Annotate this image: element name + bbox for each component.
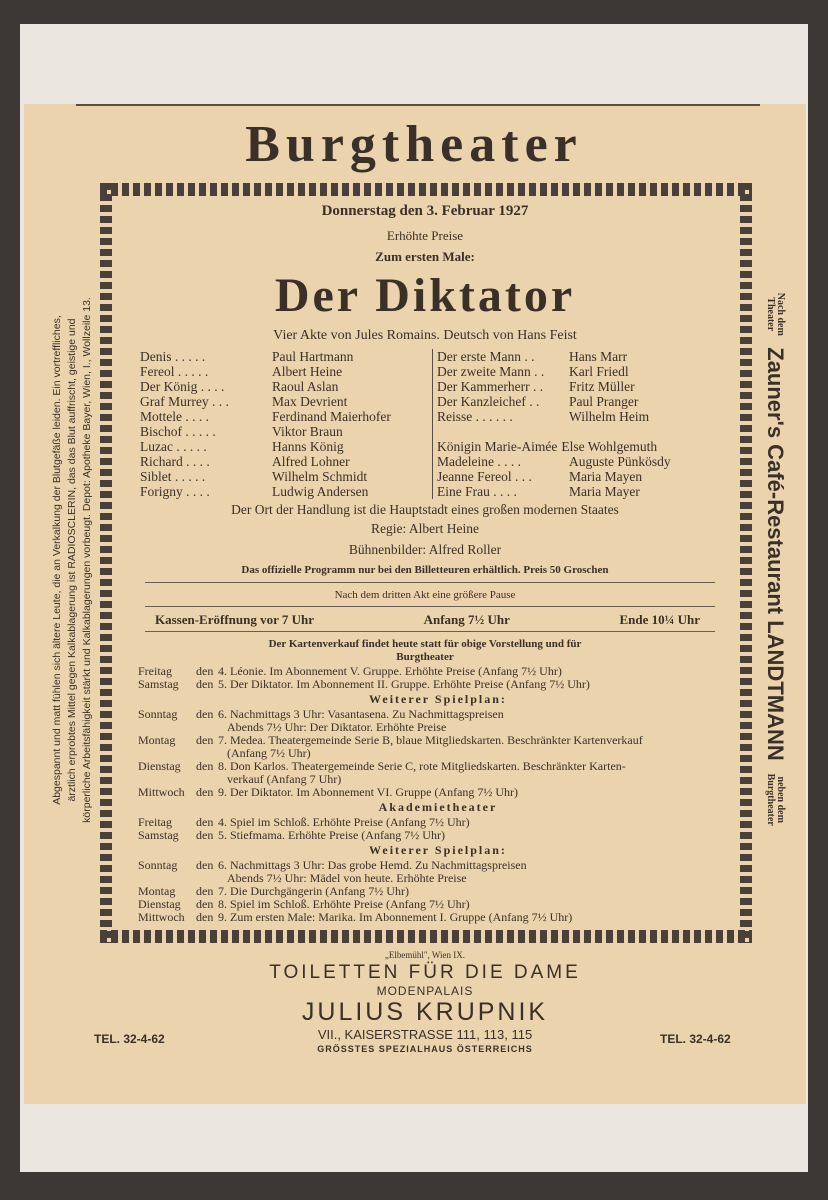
cast-row: Madeleine . . . . Auguste Pünkösdy: [437, 454, 671, 469]
cast-list-left: [140, 349, 425, 499]
performance-date: Donnerstag den 3. Februar 1927: [321, 203, 529, 219]
ad-subline: MODENPALAIS: [376, 984, 474, 998]
printer-imprint: „Elbemühl", Wien IX.: [384, 950, 466, 960]
program-note: Das offizielle Programm nur bei den Billetteuren erhältlich. Preis 50 Groschen: [241, 564, 609, 576]
play-title: Der Diktator: [274, 269, 576, 322]
cast-row: Luzac . . . . . Hanns König: [140, 439, 344, 454]
further-schedule-heading: Weiterer Spielplan:: [369, 692, 507, 706]
cast-row: Fereol . . . . . Albert Heine: [140, 364, 343, 379]
ad-phone-right: TEL. 32-4-62: [660, 1032, 731, 1046]
cast-row: Eine Frau . . . . Maria Mayer: [437, 484, 640, 499]
burgtheater-heading: Burgtheater: [396, 651, 454, 663]
setting-note: Der Ort der Handlung ist die Hauptstadt eines großen modernen Staates: [231, 502, 619, 517]
border-left: [100, 183, 112, 943]
play-authors: Vier Akte von Jules Romains. Deutsch von Hans Feist: [273, 328, 577, 343]
prices-note: Erhöhte Preise: [386, 228, 464, 243]
ad-headline: TOILETTEN FÜR DIE DAME: [269, 962, 581, 983]
cast-row: Der Kammerherr . . Fritz Müller: [437, 379, 635, 394]
schedule-row: Dienstag den 8. Don Karlos. Theatergemeinde Serie C, rote Mitgliedskarten. Beschränkter Karten- verkauf (Anfang 7 Uhr): [138, 759, 626, 786]
ad-slogan: GRÖSSTES SPEZIALHAUS ÖSTERREICHS: [317, 1044, 533, 1054]
cast-row: Der erste Mann . . Hans Marr: [437, 349, 628, 364]
ticket-sale-note: [120, 638, 730, 664]
side-ad-main: Zauner's Café-Restaurant LANDTMANN: [763, 347, 788, 761]
cast-row: Königin Marie-Aimée Else Wohlgemuth: [437, 439, 658, 454]
schedule-row: Mittwoch den 9. Zum ersten Male: Marika. Im Abonnement I. Gruppe (Anfang 7½ Uhr): [138, 910, 573, 924]
schedule-row: Montag den 7. Medea. Theatergemeinde Serie B, blaue Mitgliedskarten. Beschränkter Kartenverkauf (Anfang 7½ Uhr): [138, 733, 643, 760]
cast-row: Reisse . . . . . . Wilhelm Heim: [437, 409, 650, 424]
ticket-sale-text: Der Kartenverkauf findet heute statt für obige Vorstellung und für: [268, 638, 582, 650]
director-credit: Regie: Albert Heine: [371, 521, 479, 536]
cast-row: Richard . . . . Alfred Lohner: [140, 454, 350, 469]
premiere-note: Zum ersten Male:: [375, 249, 475, 264]
schedule-row: Montag den 7. Die Durchgängerin (Anfang 7½ Uhr): [138, 884, 409, 898]
schedule-row: Freitag den 4. Léonie. Im Abonnement V. Gruppe. Erhöhte Preise (Anfang 7½ Uhr): [138, 664, 562, 678]
cast-row: Denis . . . . . Paul Hartmann: [140, 349, 354, 364]
ad-phone-left: TEL. 32-4-62: [94, 1032, 165, 1046]
cast-row: Graf Murrey . . . Max Devrient: [140, 394, 348, 409]
ad-address: VII., KAISERSTRASSE 111, 113, 115: [317, 1027, 533, 1042]
cast-row: Bischof . . . . . Viktor Braun: [140, 424, 343, 439]
schedule-row: Samstag den 5. Der Diktator. Im Abonnement II. Gruppe. Erhöhte Preise (Anfang 7½ Uhr): [138, 677, 590, 691]
cast-row: Jeanne Fereol . . . Maria Mayen: [437, 469, 643, 484]
cast-row: Mottele . . . . Ferdinand Maierhofer: [140, 409, 391, 424]
ad-company: JULIUS KRUPNIK: [301, 998, 549, 1026]
theater-title: Burgtheater: [245, 116, 583, 173]
border-top: [100, 183, 752, 196]
divider: [145, 606, 715, 607]
schedule-row: Dienstag den 8. Spiel im Schloß. Erhöhte Preise (Anfang 7½ Uhr): [138, 897, 470, 911]
end-time: Ende 10¼ Uhr: [619, 612, 700, 627]
side-ad-landtmann: [750, 210, 800, 910]
schedule-row: Mittwoch den 9. Der Diktator. Im Abonnement VI. Gruppe (Anfang 7½ Uhr): [138, 785, 519, 799]
intermission-note: Nach dem dritten Akt eine größere Pause: [334, 589, 516, 601]
start-time: Anfang 7½ Uhr: [423, 612, 510, 627]
side-ad-pre: Nach dem Theater: [765, 292, 786, 336]
schedule-row: Samstag den 5. Stiefmama. Erhöhte Preise (Anfang 7½ Uhr): [138, 828, 445, 842]
border-bottom: [100, 930, 752, 943]
cast-list-right: [432, 349, 727, 499]
side-ad-post: neben dem Burgtheater: [765, 773, 786, 826]
schedule-row: Freitag den 4. Spiel im Schloß. Erhöhte Preise (Anfang 7½ Uhr): [138, 815, 470, 829]
box-office-opening: Kassen-Eröffnung vor 7 Uhr: [155, 612, 315, 627]
side-ad-line: ärztlich erprobtes Mittel gegen Kalkablagerung ist RADIOSCLERIN, das das Blut auffrischt, geistige und: [66, 318, 78, 802]
times-row: [155, 612, 700, 628]
divider: [145, 631, 715, 632]
cast-row: Der zweite Mann . . Karl Friedl: [437, 364, 629, 379]
akademietheater-heading: Akademietheater: [378, 800, 498, 814]
cast-row: Siblet . . . . . Wilhelm Schmidt: [140, 469, 368, 484]
schedule-row: Sonntag den 6. Nachmittags 3 Uhr: Das grobe Hemd. Zu Nachmittagspreisen Abends 7½ Uhr: Mädel von heute. Erhöhte Preise: [138, 858, 527, 885]
side-ad-line: Abgespannt und matt fühlen sich ältere Leute, die an Verkalkung der Blutgefäße leiden. Ein vortreffliches,: [51, 315, 63, 805]
further-schedule-heading: Weiterer Spielplan:: [369, 843, 507, 857]
side-ad-line: körperliche Arbeitsfähigkeit stärkt und Kalkablagerungen vorbeugt. Depot: Apotheke Bayer, Wien, I., Wollzeile 13.: [81, 297, 93, 823]
side-ad-radiosclerin: [50, 180, 100, 940]
divider: [145, 582, 715, 583]
top-rule: [76, 104, 760, 106]
cast-gap: [437, 424, 727, 439]
schedule: [138, 665, 738, 924]
schedule-row: Sonntag den 6. Nachmittags 3 Uhr: Vasantasena. Zu Nachmittagspreisen Abends 7½ Uhr: Der Diktator. Erhöhte Preise: [138, 707, 504, 734]
stage-design-credit: Bühnenbilder: Alfred Roller: [348, 542, 502, 557]
cast-row: Der Kanzleichef . . Paul Pranger: [437, 394, 639, 409]
cast-row: Forigny . . . . Ludwig Andersen: [140, 484, 369, 499]
cast-row: Der König . . . . Raoul Aslan: [140, 379, 339, 394]
